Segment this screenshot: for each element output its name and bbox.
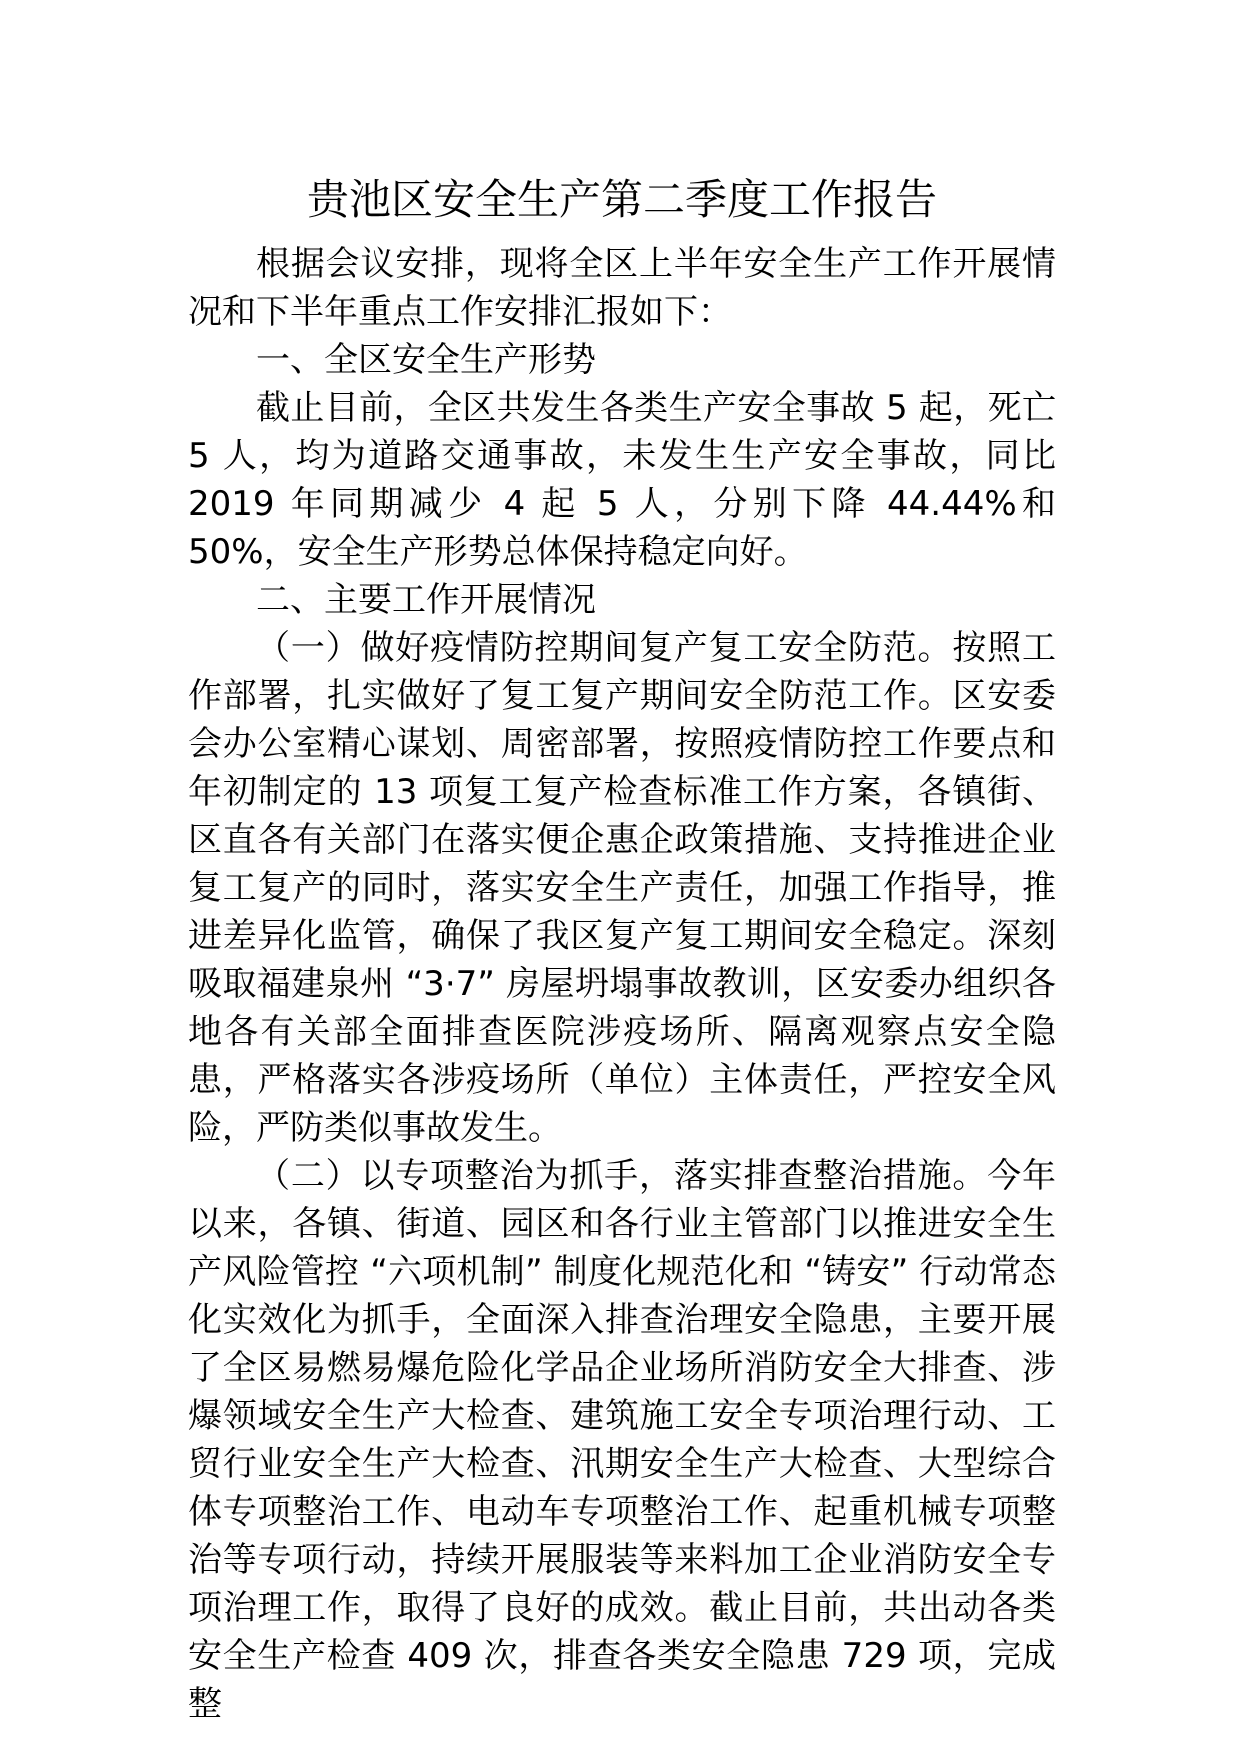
document-title: 贵池区安全生产第二季度工作报告	[306, 175, 937, 224]
section-heading-safety-situation: 一、全区安全生产形势	[256, 340, 596, 380]
section-heading-main-work: 二、主要工作开展情况	[256, 580, 596, 620]
report-document	[188, 168, 1056, 1728]
document-body	[188, 240, 1056, 1728]
epidemic-safety-paragraph: （一）做好疫情防控期间复产复工安全防范。按照工作部署，扎实做好了复工复产期间安全防范工作。区安委会办公室精心谋划、周密部署，按照疫情防控工作要点和年初制定的 13 项复工复产检查标准工作方案，各镇街、区直各有关部门在落实便企惠企政策措施、支持推进企业复工复产的同时，落实安全生产责任，加强工作指导，推进差异化监管，确保了我区复产复工期间安全稳定。深刻吸取福建泉州 “3·7” 房屋坍塌事故教训，区安委办组织各地各有关部全面排查医院涉疫场所、隔离观察点安全隐患，严格落实各涉疫场所（单位）主体责任，严控安全风险，严防类似事故发生。	[188, 628, 1056, 1148]
intro-paragraph: 根据会议安排，现将全区上半年安全生产工作开展情况和下半年重点工作安排汇报如下：	[188, 244, 1056, 332]
safety-situation-paragraph: 截止目前，全区共发生各类生产安全事故 5 起，死亡 5 人，均为道路交通事故，未发生生产安全事故，同比 2019 年同期减少 4 起 5 人，分别下降 44.44%和 50%，安全生产形势总体保持稳定向好。	[188, 388, 1056, 572]
special-rectification-paragraph: （二）以专项整治为抓手，落实排查整治措施。今年以来，各镇、街道、园区和各行业主管部门以推进安全生产风险管控 “六项机制” 制度化规范化和 “铸安” 行动常态化实效化为抓手，全面深入排查治理安全隐患，主要开展了全区易燃易爆危险化学品企业场所消防安全大排查、涉爆领域安全生产大检查、建筑施工安全专项治理行动、工贸行业安全生产大检查、汛期安全生产大检查、大型综合体专项整治工作、电动车专项整治工作、起重机械专项整治等专项行动，持续开展服装等来料加工企业消防安全专项治理工作，取得了良好的成效。截止目前，共出动各类安全生产检查 409 次，排查各类安全隐患 729 项，完成整	[188, 1156, 1056, 1724]
